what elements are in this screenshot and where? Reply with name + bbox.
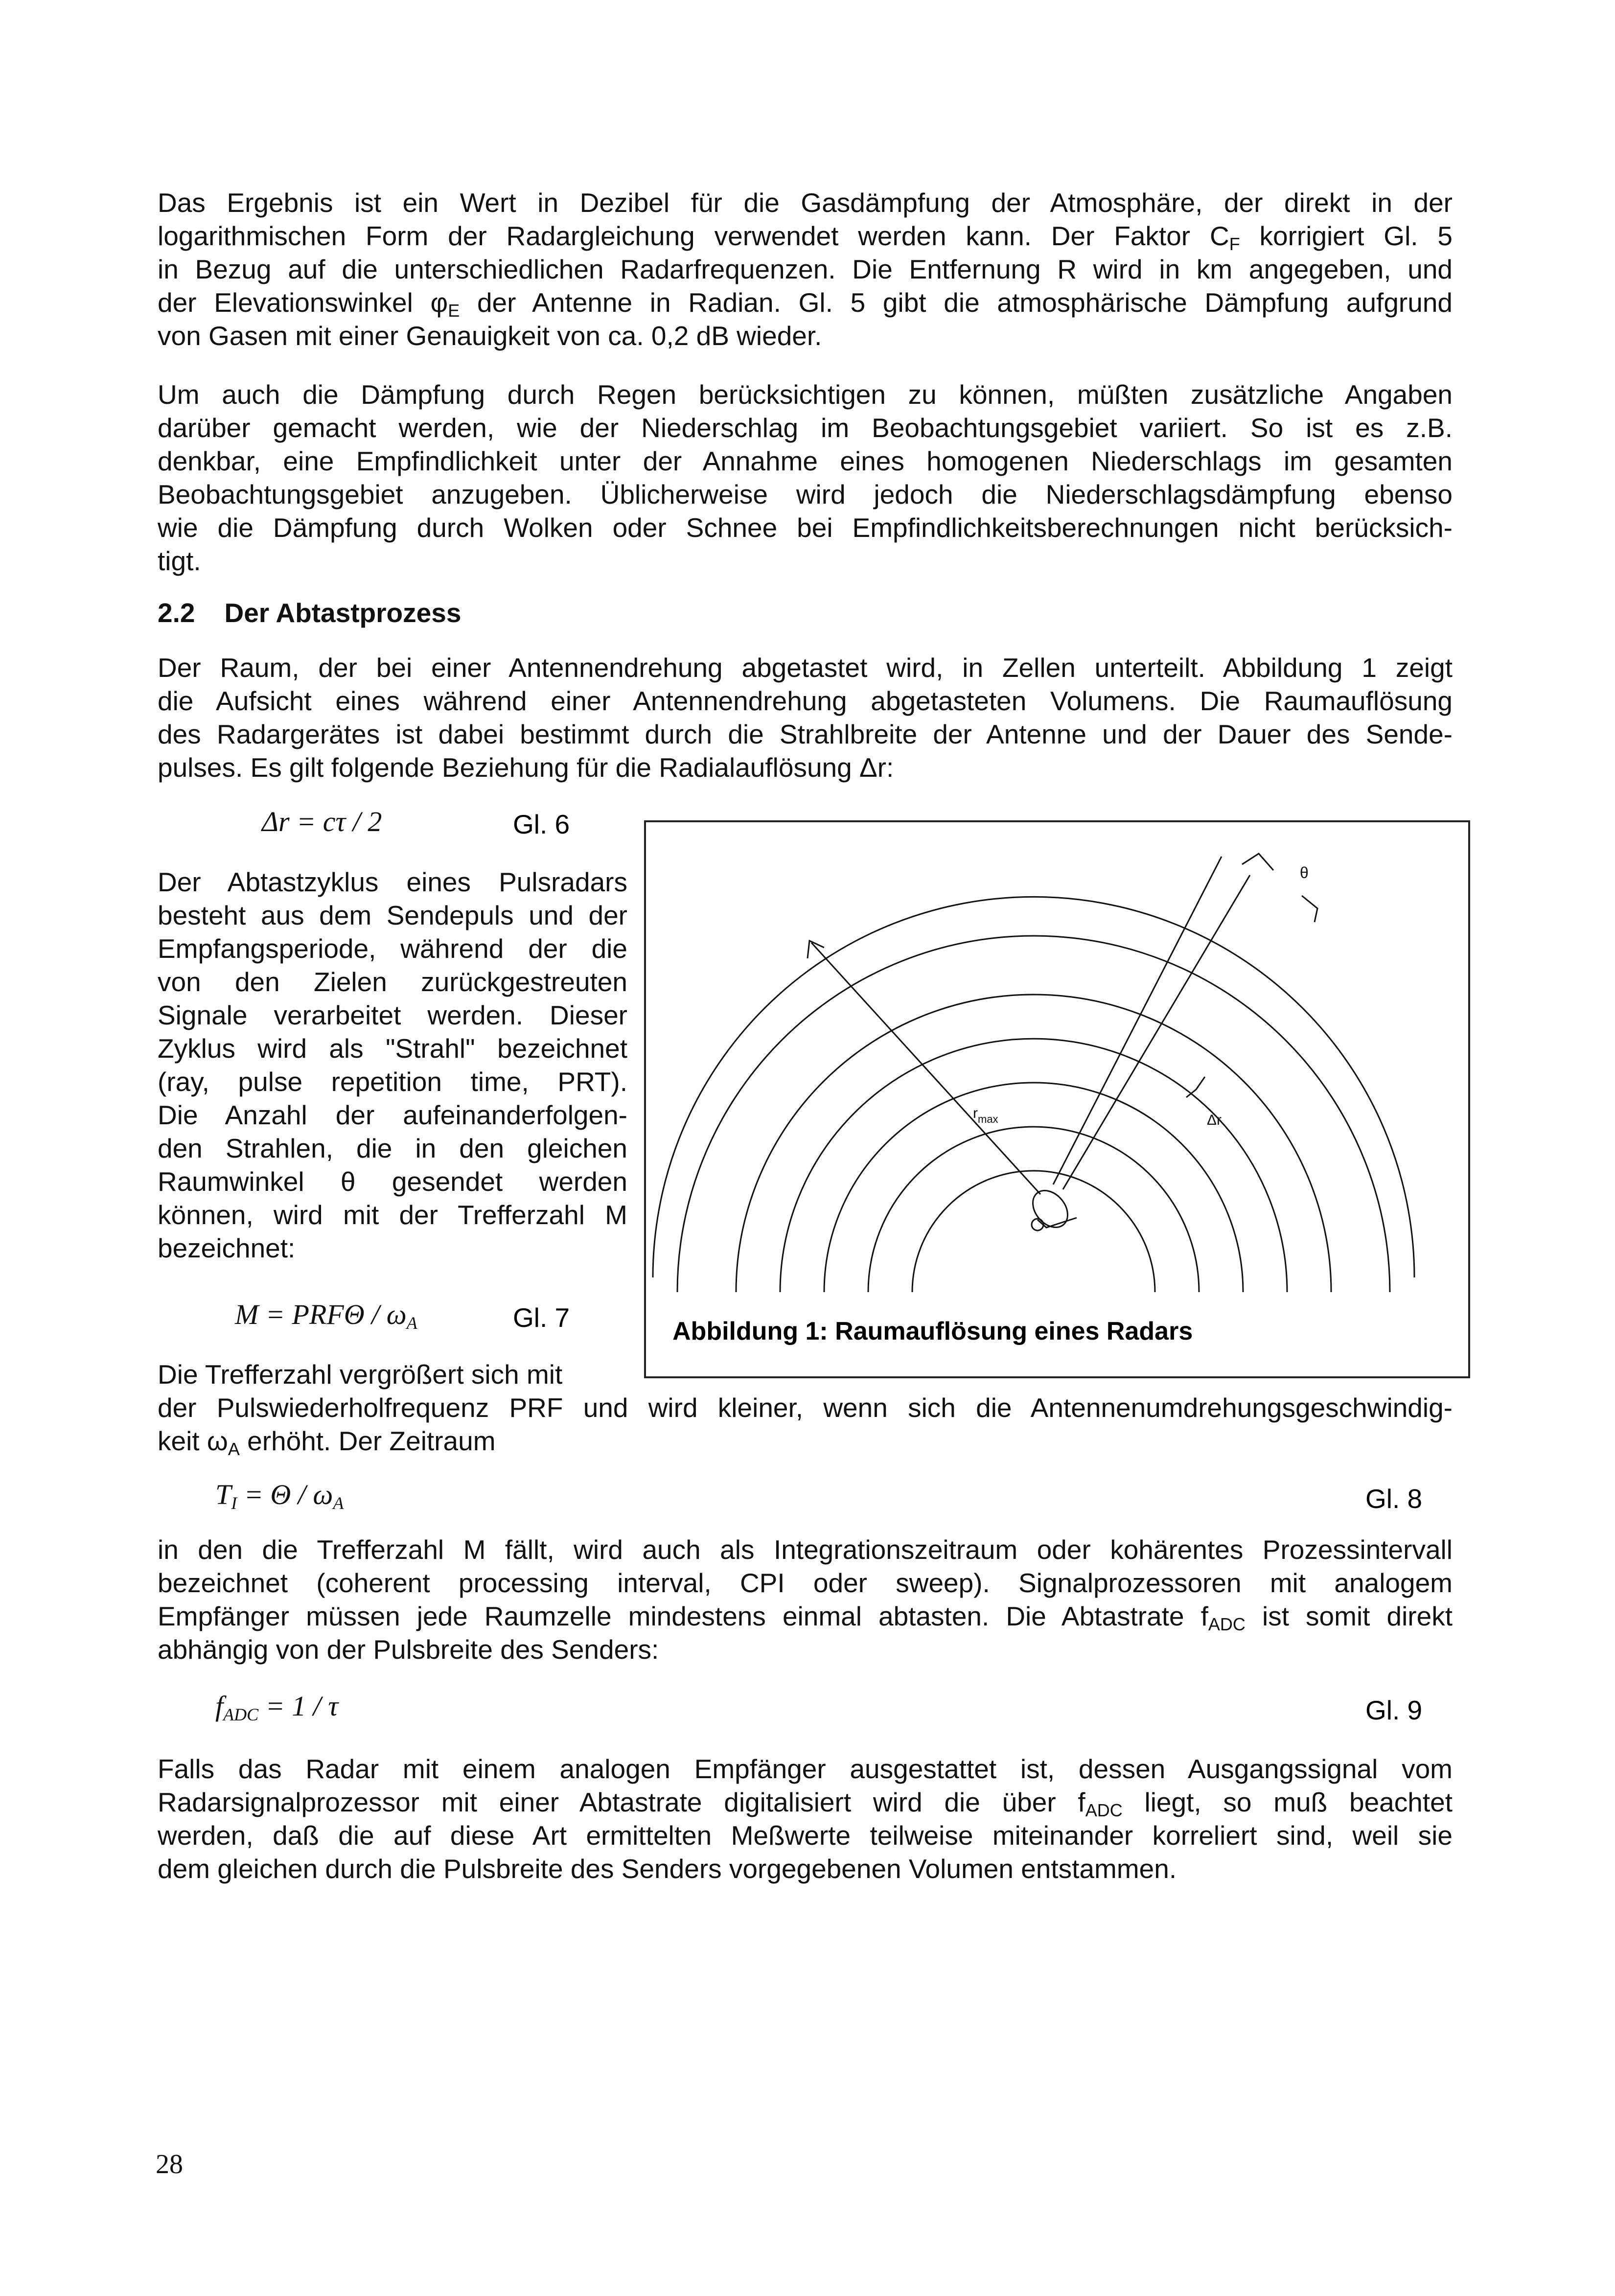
text-line: keit $\omega_A$ erhöht. Der Zeitraum	[158, 1426, 496, 1459]
text-line: Das Ergebnis ist ein Wert in Dezibel für die Gasdämpfung der Atmosphäre, der direkt in der	[158, 187, 1453, 218]
text-line: Beobachtungsgebiet anzugeben. Üblicherweise wird jedoch die Niederschlagsdämpfung ebenso	[158, 479, 1453, 510]
radar-diagram	[646, 822, 1468, 1312]
equation-number: Gl. 6	[513, 809, 570, 839]
text-line: den Strahlen, die in den gleichen	[158, 1133, 627, 1163]
equation-formula: $M = PRF\Theta / \omega_A$	[235, 1299, 417, 1333]
text-line: in den die Trefferzahl M fällt, wird auch als Integrationszeitraum oder kohärentes Prozessintervall	[158, 1534, 1453, 1565]
rmax-label: $r_{max}$	[973, 1105, 998, 1125]
text-line: wie die Dämpfung durch Wolken oder Schnee bei Empfindlichkeitsberechnungen nicht berücksich-	[158, 512, 1453, 543]
text-line: die Aufsicht eines während einer Antennendrehung abgetasteten Volumens. Die Raumauflösung	[158, 686, 1453, 716]
equation-formula: $T_I = \Theta / \omega_A$	[215, 1479, 344, 1513]
beam-line	[1053, 857, 1222, 1184]
equation-8	[215, 1478, 344, 1511]
range-ring	[912, 1171, 1155, 1292]
equation-formula: Δr = cτ / 2	[262, 806, 382, 837]
text-line: Um auch die Dämpfung durch Regen berücksichtigen zu können, müßten zusätzliche Angaben	[158, 379, 1453, 410]
paragraph-gas-attenuation	[158, 186, 1453, 352]
text-line: Die Trefferzahl vergrößert sich mit	[158, 1359, 563, 1390]
beam-line	[1063, 875, 1250, 1189]
page-number: 28	[156, 2149, 183, 2180]
theta-indicator	[1242, 854, 1273, 870]
text-line: (ray, pulse repetition time, PRT).	[158, 1067, 627, 1097]
paragraph-analog-receiver	[158, 1752, 1453, 1885]
theta-label: θ	[1300, 864, 1309, 881]
equation-number: Gl. 9	[1365, 1695, 1423, 1725]
text-line: der Elevationswinkel $\varphi_E$ der Antenne in Radian. Gl. 5 gibt die atmosphärische Dämpfung aufgrund	[158, 287, 1453, 321]
text-line: in Bezug auf die unterschiedlichen Radarfrequenzen. Die Entfernung R wird in km angegeben, und	[158, 254, 1453, 284]
text-line: Die Anzahl der aufeinanderfolgen-	[158, 1100, 627, 1130]
figure-radar-resolution	[644, 820, 1470, 1378]
section-heading	[158, 596, 461, 629]
equation-number: Gl. 7	[513, 1302, 570, 1333]
text-line: darüber gemacht werden, wie der Niederschlag im Beobachtungsgebiet variiert. So ist es z.B.	[158, 413, 1453, 443]
section-number: 2.2	[158, 598, 195, 628]
text-line: dem gleichen durch die Pulsbreite des Senders vorgegebenen Volumen entstammen.	[158, 1854, 1177, 1884]
section-title: Der Abtastprozess	[224, 598, 461, 628]
text-line: Falls das Radar mit einem analogen Empfänger ausgestattet ist, dessen Ausgangssignal vom	[158, 1754, 1453, 1784]
text-line: von den Zielen zurückgestreuten	[158, 967, 627, 997]
text-line: können, wird mit der Trefferzahl M	[158, 1200, 627, 1230]
equation-6	[262, 805, 382, 838]
text-line: des Radargerätes ist dabei bestimmt durch die Strahlbreite der Antenne und der Dauer des Sende-	[158, 719, 1453, 749]
text-line: bezeichnet:	[158, 1233, 296, 1263]
paragraph-pulse-cycle	[158, 865, 627, 1265]
equation-7	[235, 1298, 417, 1331]
paragraph-rain-attenuation	[158, 378, 1453, 578]
text-line: Radarsignalprozessor mit einer Abtastrate digitalisiert wird die über $f_{ADC}$ liegt, so muß beachtet	[158, 1787, 1453, 1820]
equation-9	[215, 1690, 338, 1722]
text-line: werden, daß die auf diese Art ermittelten Meßwerte teilweise miteinander korreliert sind, weil sie	[158, 1820, 1453, 1851]
text-line: Zyklus wird als "Strahl" bezeichnet	[158, 1033, 627, 1064]
dr-indicator	[1186, 1077, 1205, 1097]
equation-formula: $f_{ADC} = 1 / \tau$	[215, 1690, 339, 1724]
text-line: von Gasen mit einer Genauigkeit von ca. 0,2 dB wieder.	[158, 321, 822, 351]
paragraph-integration-interval	[158, 1533, 1453, 1666]
text-line: Empfangsperiode, während der die	[158, 933, 627, 964]
rmax-arrowhead	[808, 941, 824, 958]
text-line: Der Abtastzyklus eines Pulsradars	[158, 867, 627, 897]
text-line: logarithmischen Form der Radargleichung verwendet werden kann. Der Faktor $C_F$ korrigiert Gl. 5	[158, 221, 1453, 254]
delta-r-label: Δr	[1207, 1112, 1222, 1128]
text-line: Empfänger müssen jede Raumzelle mindestens einmal abtasten. Die Abtastrate $f_{ADC}$ ist somit direkt	[158, 1601, 1453, 1634]
rmax-line	[811, 943, 1040, 1194]
text-line: tigt.	[158, 546, 201, 576]
text-line: Der Raum, der bei einer Antennendrehung abgetastet wird, in Zellen unterteilt. Abbildung 1 zeigt	[158, 652, 1453, 683]
text-line: der Pulswiederholfrequenz PRF und wird kleiner, wenn sich die Antennenumdrehungsgeschwindig-	[158, 1392, 1453, 1423]
equation-number: Gl. 8	[1365, 1484, 1423, 1514]
text-line: bezeichnet (coherent processing interval, CPI oder sweep). Signalprozessoren mit analogem	[158, 1568, 1453, 1598]
text-line: Signale verarbeitet werden. Dieser	[158, 1000, 627, 1030]
figure-caption: Abbildung 1: Raumauflösung eines Radars	[672, 1317, 1193, 1345]
range-ring	[780, 1039, 1287, 1292]
text-line: pulses. Es gilt folgende Beziehung für die Radialauflösung Δr:	[158, 752, 894, 783]
text-line: abhängig von der Pulsbreite des Senders:	[158, 1634, 659, 1665]
text-line: besteht aus dem Sendepuls und der	[158, 900, 627, 930]
text-line: denkbar, eine Empfindlichkeit unter der Annahme eines homogenen Niederschlags im gesamten	[158, 446, 1453, 476]
paragraph-sampling-intro	[158, 651, 1453, 784]
text-line: Raumwinkel θ gesendet werden	[158, 1166, 627, 1197]
theta-indicator	[1302, 896, 1317, 922]
